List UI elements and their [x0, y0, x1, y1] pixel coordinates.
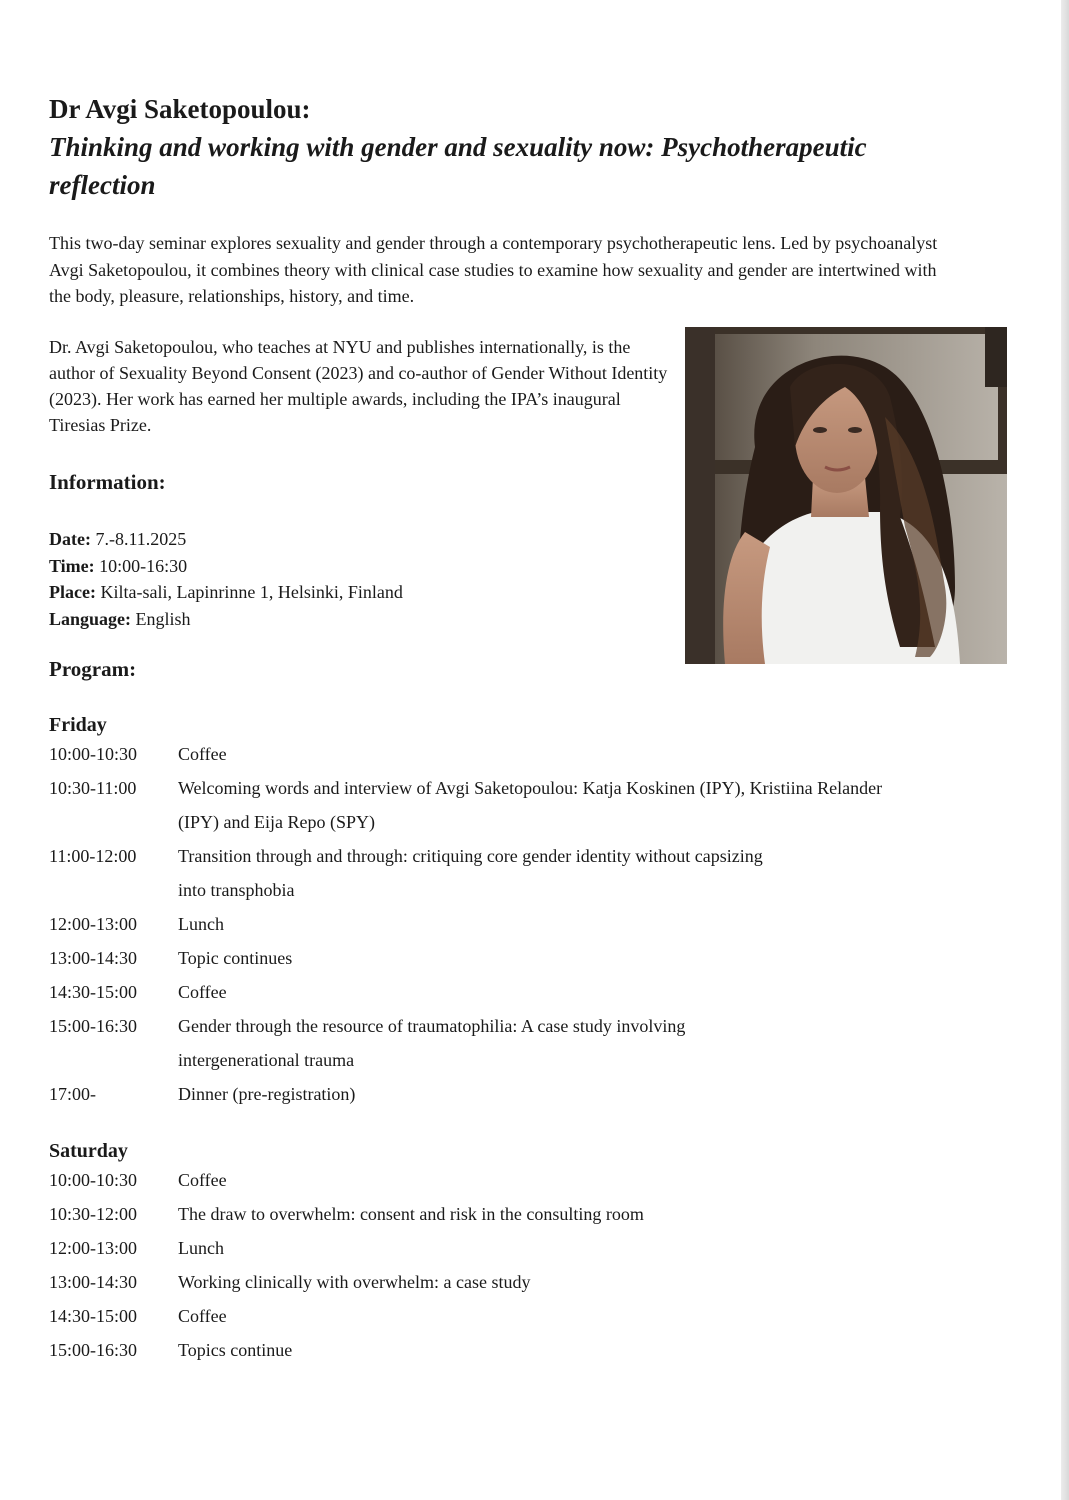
title-seminar: Thinking and working with gender and sexuality now: Psychotherapeutic reflection — [49, 132, 867, 200]
row-activity: Lunch — [178, 1238, 224, 1258]
info-heading: Information: — [49, 470, 166, 494]
row-activity: Coffee — [178, 982, 227, 1002]
row-activity: Topics continue — [178, 1340, 293, 1360]
row-activity: Lunch — [178, 914, 224, 934]
info-place — [49, 579, 403, 606]
info-time-value: 10:00-16:30 — [99, 555, 188, 576]
row-time: 14:30-15:00 — [49, 982, 137, 1002]
info-place-label: Place: — [49, 582, 96, 602]
row-activity: Dinner (pre-registration) — [178, 1084, 356, 1104]
title-speaker: Dr Avgi Saketopoulou: — [49, 94, 311, 124]
page-edge — [1061, 0, 1069, 1500]
info-date — [49, 526, 403, 553]
program-heading: Program: — [49, 657, 137, 681]
row-time: 17:00- — [49, 1084, 96, 1104]
intro-paragraph: This two-day seminar explores sexuality and gender through a contemporary psychotherapeutic lens. Led by psychoanalyst Avgi Saketopoulou, it combines theory with clinical case studies to examine how sexuality and gender are intertwined with the body, pleasure, relationships, history, and time. — [49, 233, 938, 306]
bio-paragraph: Dr. Avgi Saketopoulou, who teaches at NYU and publishes internationally, is the author of Sexuality Beyond Consent (2023) and co-author of Gender Without Identity (2023). Her work has earned her multiple awards, including the IPA’s inaugural Tiresias Prize. — [49, 337, 668, 435]
row-time: 10:30-12:00 — [49, 1204, 137, 1224]
info-date-value: 7.-8.11.2025 — [95, 529, 187, 549]
row-time: 10:00-10:30 — [49, 744, 137, 764]
row-time: 10:30-11:00 — [49, 778, 137, 798]
row-activity: Transition through and through: critiquing core gender identity without capsizing into transphobia — [178, 846, 763, 900]
info-place-value: Kilta-sali, Lapinrinne 1, Helsinki, Finland — [100, 582, 403, 602]
saturday-label: Saturday — [49, 1140, 128, 1162]
friday-label: Friday — [49, 714, 107, 736]
row-time: 13:00-14:30 — [49, 948, 137, 968]
row-activity: Working clinically with overwhelm: a case study — [178, 1272, 531, 1292]
row-time: 15:00-16:30 — [49, 1340, 137, 1360]
row-time: 14:30-15:00 — [49, 1306, 137, 1326]
row-time: 11:00-12:00 — [49, 846, 137, 866]
row-activity: Welcoming words and interview of Avgi Saketopoulou: Katja Koskinen (IPY), Kristiina Relander (IPY) and Eija Repo (SPY) — [178, 778, 883, 832]
row-time: 12:00-13:00 — [49, 1238, 137, 1258]
row-time: 13:00-14:30 — [49, 1272, 137, 1292]
row-activity: Coffee — [178, 1306, 227, 1326]
info-time — [49, 553, 403, 580]
info-block — [49, 526, 403, 632]
row-activity: The draw to overwhelm: consent and risk in the consulting room — [178, 1204, 644, 1224]
speaker-photo — [685, 327, 1007, 664]
row-activity: Topic continues — [178, 948, 293, 968]
info-language-label: Language: — [49, 608, 132, 629]
row-activity: Coffee — [178, 744, 227, 764]
row-time: 15:00-16:30 — [49, 1016, 137, 1036]
info-date-label: Date: — [49, 529, 91, 549]
info-time-label: Time: — [49, 555, 95, 576]
info-language-value: English — [135, 608, 191, 629]
row-time: 12:00-13:00 — [49, 914, 137, 934]
info-language — [49, 606, 403, 633]
row-activity: Coffee — [178, 1170, 227, 1190]
row-activity: Gender through the resource of traumatophilia: A case study involving intergenerational trauma — [178, 1016, 686, 1070]
page-title — [49, 90, 979, 204]
row-time: 10:00-10:30 — [49, 1170, 137, 1190]
